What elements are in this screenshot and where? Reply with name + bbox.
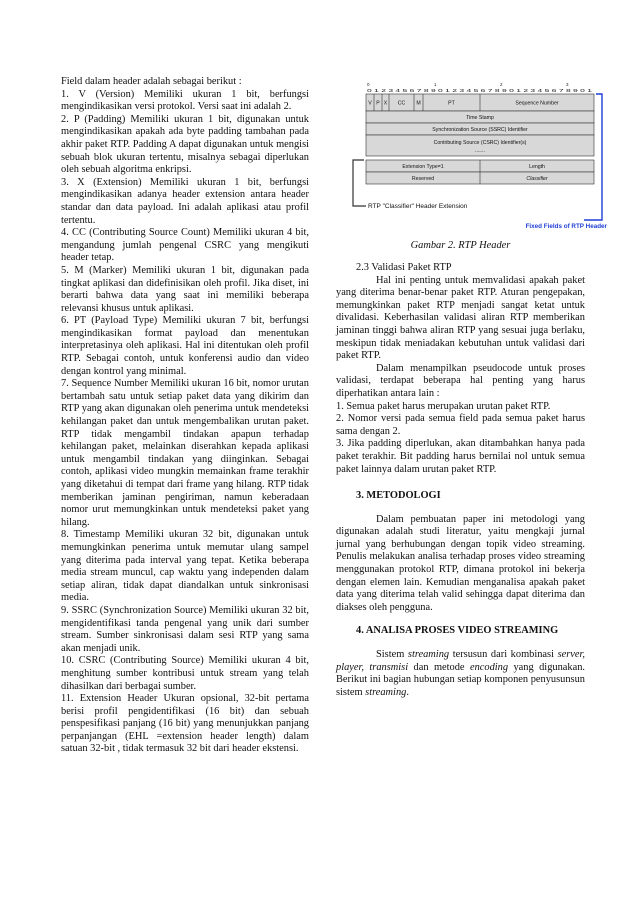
left-column [61, 76, 309, 756]
rtp-field-p: P [376, 100, 380, 107]
extension-header-label: RTP "Classifier" Header Extension [368, 203, 468, 210]
analisa-em-components: server, player, transmisi [336, 649, 585, 673]
rtp-field-timestamp: Time Stamp [466, 115, 494, 121]
rtp-field-length: Length [529, 164, 545, 170]
field-intro: Field dalam header adalah sebagai berikut : [61, 76, 242, 87]
analisa-text-c: tersusun dari kombinasi [449, 649, 558, 661]
field-item-ssrc: 9. SSRC (Synchronization Source) Memiliki ukuran 32 bit, mengidentifikasi tanda pengenal yang unik dari sumber stream. Sumber sinkronisasi dalam sesi RTP yang sama akan menjadi unik. [61, 604, 309, 654]
subsection-title-2-3: 2.3 Validasi Paket RTP [356, 262, 452, 273]
analisa-text-i: . [406, 686, 409, 698]
rtp-field-classifier: Classifier [526, 176, 548, 182]
figure-caption: Gambar 2. RTP Header [410, 240, 511, 251]
field-item-csrc: 10. CSRC (Contributing Source) Memiliki ukuran 4 bit, menghitung sumber kontribusi untuk stream yang telah dihasilkan dari berbagai sumber. [61, 655, 309, 692]
field-item-x: 3. X (Extension) Memiliki ukuran 1 bit, berfungsi mengindikasikan adanya header extension antara header standar dan data payload. Ini adalah aplikasi atau profil tertentu. [61, 176, 309, 226]
bit-group-label-2: 2 [500, 82, 503, 87]
rtp-field-cc: CC [397, 100, 406, 107]
analisa-text-e: dan metode [408, 661, 470, 673]
bit-group-label-1: 1 [434, 82, 437, 87]
field-item-sequence-number: 7. Sequence Number Memiliki ukuran 16 bit, nomor urutan bertambah satu untuk setiap paket data yang dikirim dan RTP yang akan digunakan oleh penerima untuk mendeteksi kehilangan paket dan untuk mengembalikan urutan paket. RTP tidak mengambil tindakan apapun terhadap kehilangan paket, melainkan diserahkan kepada aplikasi untuk mengambil tindakan yang diinginkan. Sebagai contoh, aplikasi video mungkin memainkan frame terakhir yang diketahui di tempat dari frame yang hilang. RTP tidak memberikan jaminan pengiriman, namun keberadaan nomor urut memungkinkan untuk mendeteksi paket yang hilang. [61, 378, 309, 528]
rtp-field-m: M [416, 100, 421, 107]
analisa-em-encoding: encoding [469, 661, 509, 673]
validation-list-item-2: 2. Nomor versi pada semua field pada semua paket harus sama dengan 2. [336, 413, 585, 437]
bit-ticks: 0 1 2 3 4 5 6 7 8 9 0 1 2 3 4 5 6 7 8 9 0 1 2 3 4 5 6 7 8 9 0 1 [367, 88, 593, 93]
rtp-field-csrc: Contributing Source (CSRC) Identifier(s) [433, 140, 527, 146]
rtp-field-reserved: Reserved [411, 176, 435, 182]
field-item-p: 2. P (Padding) Memiliki ukuran 1 bit, digunakan untuk mengindikasikan apakah ada byte padding tambahan pada akhir paket RTP. Padding A dapat digunakan untuk mengisi sebuah blok ukuran tertentu, misalnya sebagai diperlukan oleh sebuah algoritma enkripsi. [61, 113, 309, 176]
rtp-field-v: V [368, 100, 372, 107]
metodologi-paragraph: Dalam pembuatan paper ini metodologi yang digunakan adalah studi literatur, yaitu mengkaji jurnal jurnal yang berhubungan dengan topik video streaming. Penulis melakukan analisa terhadap proses video streaming menggunakan protokol RTP, dimana protokol ini bekerja dengan elemen lain. Kemudian menganalisa apakah paket data yang diterima telah valid sehingga dapat diterima dan diakses oleh pengguna. [336, 513, 585, 613]
field-item-extension-header: 11. Extension Header Ukuran opsional, 32-bit pertama berisi profil pengidentifikasi (16 bit) dan sebuah penspesifikasi panjang (16 bit) yang menunjukkan panjang perpanjangan (EHL =extension header length) dalam satuan 32-bit , tidak termasuk 32 bit dari header ekstensi. [61, 693, 309, 755]
rtp-field-csrc-dots: ....... [474, 148, 486, 154]
rtp-field-sequence-number: Sequence Number [515, 100, 559, 107]
fixed-fields-label: Fixed Fields of RTP Header [525, 223, 607, 230]
field-item-cc: 4. CC (Contributing Source Count) Memiliki ukuran 4 bit, mengandung jumlah pengenal CSRC yang mengikuti header tetap. [61, 227, 309, 264]
extension-bracket [353, 160, 366, 206]
validation-paragraph-2: Dalam menampilkan pseudocode untuk proses validasi, terdapat beberapa hal penting yang harus diperhatikan antara lain : [336, 362, 585, 399]
validation-list-item-1: 1. Semua paket harus merupakan urutan paket RTP. [336, 400, 551, 412]
field-item-pt: 6. PT (Payload Type) Memiliki ukuran 7 bit, berfungsi mengindikasikan format payload dan menentukan interpretasinya oleh aplikasi. Hal ini ditentukan oleh profil RTP. Sebagai contoh, untuk konferensi audio dan video dengan kontrol yang minimal. [61, 315, 309, 377]
section-title-metodologi: 3. METODOLOGI [356, 490, 441, 502]
bit-group-label-3: 3 [566, 82, 569, 87]
analisa-text-g: yang digunakan. Berikut ini bagian hubungan setiap komponen penyusunsun sistem [336, 661, 585, 698]
analisa-paragraph [336, 649, 585, 699]
validation-paragraph-1: Hal ini penting untuk memvalidasi apakah paket yang diterima benar-benar paket RTP. Aturan pengepakan, memungkinkan paket RTP menjadi sangat ketat untuk divalidasi. Keberhasilan validasi aliran RTP memberikan jaminan tinggi bahwa aliran RTP yang sesuai juga berlaku, meskipun tidak meniadakan kebutuhan untuk validasi dari paket RTP. [336, 274, 585, 362]
analisa-text-a: Sistem [376, 649, 408, 661]
rtp-field-ssrc: Synchronization Source (SSRC) Identifier [432, 127, 528, 133]
field-item-v: 1. V (Version) Memiliki ukuran 1 bit, berfungsi mengindikasikan versi protokol. Versi saat ini adalah 2. [61, 88, 309, 113]
analisa-em-streaming: streaming [407, 649, 450, 661]
right-column [336, 262, 585, 699]
analisa-em-streaming-2: streaming [365, 686, 407, 698]
field-item-timestamp: 8. Timestamp Memiliki ukuran 32 bit, digunakan untuk memungkinkan penerima untuk memutar ulang sampel yang diterima pada interval yang tepat. Ketika beberapa media stream muncul, cap waktu yang independen dalam setiap aliran, tidak dapat diandalkan untuk sinkronisasi media. [61, 529, 309, 604]
rtp-field-extension-type: Extension Type=1 [402, 164, 444, 170]
field-item-m: 5. M (Marker) Memiliki ukuran 1 bit, digunakan pada tingkat aplikasi dan didefinisikan oleh profil. Jika diset, ini berarti bahwa data yang saat ini memiliki beberapa relevansi khusus untuk aplikasi. [61, 264, 309, 314]
rtp-header-diagram [344, 80, 609, 238]
rtp-field-x: X [383, 100, 388, 107]
validation-list-item-3: 3. Jika padding diperlukan, akan ditambahkan hanya pada paket terakhir. Bit padding harus bernilai nol untuk semua paket lainnya dalam urutan paket RTP. [336, 438, 585, 475]
rtp-field-pt: PT [448, 100, 455, 107]
section-title-analisa: 4. ANALISA PROSES VIDEO STREAMING [356, 625, 559, 637]
bit-group-label-0: 0 [367, 82, 370, 87]
